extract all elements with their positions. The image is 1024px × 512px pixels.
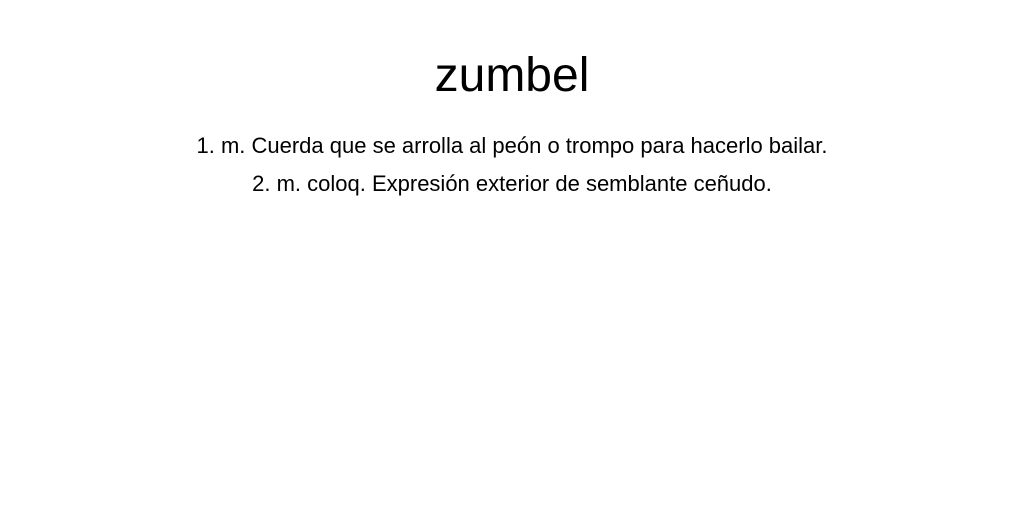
definition-list [0,127,1024,203]
headword: zumbel [434,49,590,102]
definition-1: 1. m. Cuerda que se arrolla al peón o trompo para hacerlo bailar. [196,133,828,158]
definition-2: 2. m. coloq. Expresión exterior de semblante ceñudo. [252,171,772,196]
